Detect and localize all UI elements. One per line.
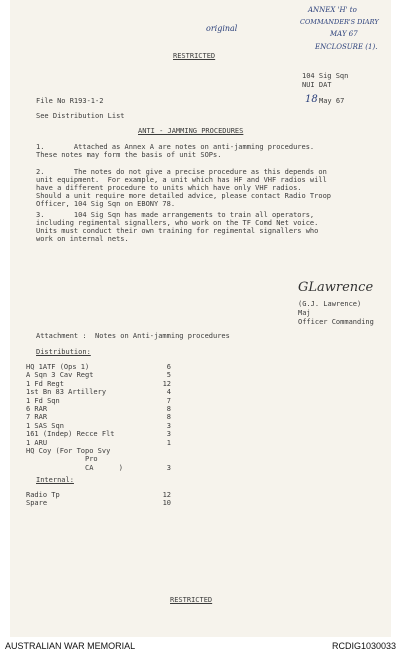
copy-count: 12 <box>162 491 171 499</box>
signature: GLawrence <box>298 280 374 295</box>
copy-count: 12 <box>162 379 171 388</box>
copy-count: 5 <box>166 371 171 380</box>
copy-count: 6 <box>166 363 171 371</box>
archive-credit: AUSTRALIAN WAR MEMORIAL <box>5 641 136 651</box>
copy-count: 1 <box>166 438 171 447</box>
copy-count: 10 <box>162 499 171 508</box>
annex-note-line-3: MAY 67 <box>330 30 358 38</box>
unit-name: 104 Sig Sqn <box>302 72 349 80</box>
copy-count: 3 <box>166 421 171 430</box>
recipient-name: 1 Fd Regt <box>26 379 64 388</box>
recipient-name: 1 SAS Sqn <box>26 421 64 430</box>
restricted-footer: RESTRICTED <box>170 596 213 604</box>
recipient-name: 161 (Indep) Recce Flt <box>26 430 115 439</box>
distribution-heading: Distribution: <box>36 348 91 356</box>
annex-note-line-2: COMMANDER'S DIARY <box>300 18 379 26</box>
paragraph-3: 3. 104 Sig Sqn has made arrangements to train all operators, including regimental signallers, who work on the TF Comd Net voice. Units must conduct their own training for regimental signallers who work on internal nets. <box>36 211 319 243</box>
internal-heading: Internal: <box>36 476 74 484</box>
annex-note-line-4: ENCLOSURE (1). <box>315 43 378 51</box>
copy-count: 4 <box>166 388 171 397</box>
file-number: File No R193-1-2 <box>36 97 104 105</box>
recipient-name: HQ 1ATF (Ops 1) <box>26 363 90 371</box>
signatory-name: (G.J. Lawrence) <box>298 300 362 308</box>
attachment-line: Attachment : Notes on Anti-jamming procedures <box>36 332 230 340</box>
restricted-header: RESTRICTED <box>173 52 216 60</box>
recipient-name: Spare <box>26 499 48 508</box>
copy-count: 8 <box>166 413 171 422</box>
signatory-title: Officer Commanding <box>298 318 374 326</box>
recipient-name: CA ) <box>26 463 123 472</box>
distribution-reference: See Distribution List <box>36 112 125 120</box>
unit-location: NUI DAT <box>302 81 332 89</box>
annex-note-line-1: ANNEX 'H' to <box>308 6 357 14</box>
recipient-name: 1 ARU <box>26 438 48 447</box>
recipient-name: Pro <box>26 455 98 464</box>
signatory-rank: Maj <box>298 309 311 317</box>
archive-reference: RCDIG1030033 <box>331 641 396 651</box>
document-page <box>10 0 391 637</box>
copy-count: 8 <box>166 405 171 413</box>
date-month-year: May 67 <box>319 97 345 105</box>
original-mark: original <box>206 24 238 33</box>
recipient-name: A Sqn 3 Cav Regt <box>26 371 94 380</box>
recipient-name: Radio Tp <box>26 491 60 499</box>
subject-title: ANTI - JAMMING PROCEDURES <box>138 127 244 135</box>
copy-count: 3 <box>166 463 171 472</box>
copy-count: 7 <box>166 396 171 405</box>
recipient-name: HQ Coy (For Topo Svy <box>26 447 111 455</box>
recipient-name: 6 RAR <box>26 405 48 413</box>
date-day: 18 <box>305 94 318 105</box>
recipient-name: 7 RAR <box>26 413 48 422</box>
copy-count: 3 <box>166 430 171 439</box>
recipient-name: 1 Fd Sqn <box>26 396 60 405</box>
recipient-name: 1st Bn 83 Artillery <box>26 388 107 397</box>
paragraph-1: 1. Attached as Annex A are notes on anti-jamming procedures. These notes may form the basis of unit SOPs. <box>36 143 315 159</box>
paragraph-2: 2. The notes do not give a precise procedure as this depends on unit equipment. For example, a unit which has HF and VHF radios will have a different procedure to units which have only VHF radios. Should a unit require more detailed advice, please contact Radio Troop Officer, 104 Sig Sqn on EBONY 78. <box>36 168 332 208</box>
